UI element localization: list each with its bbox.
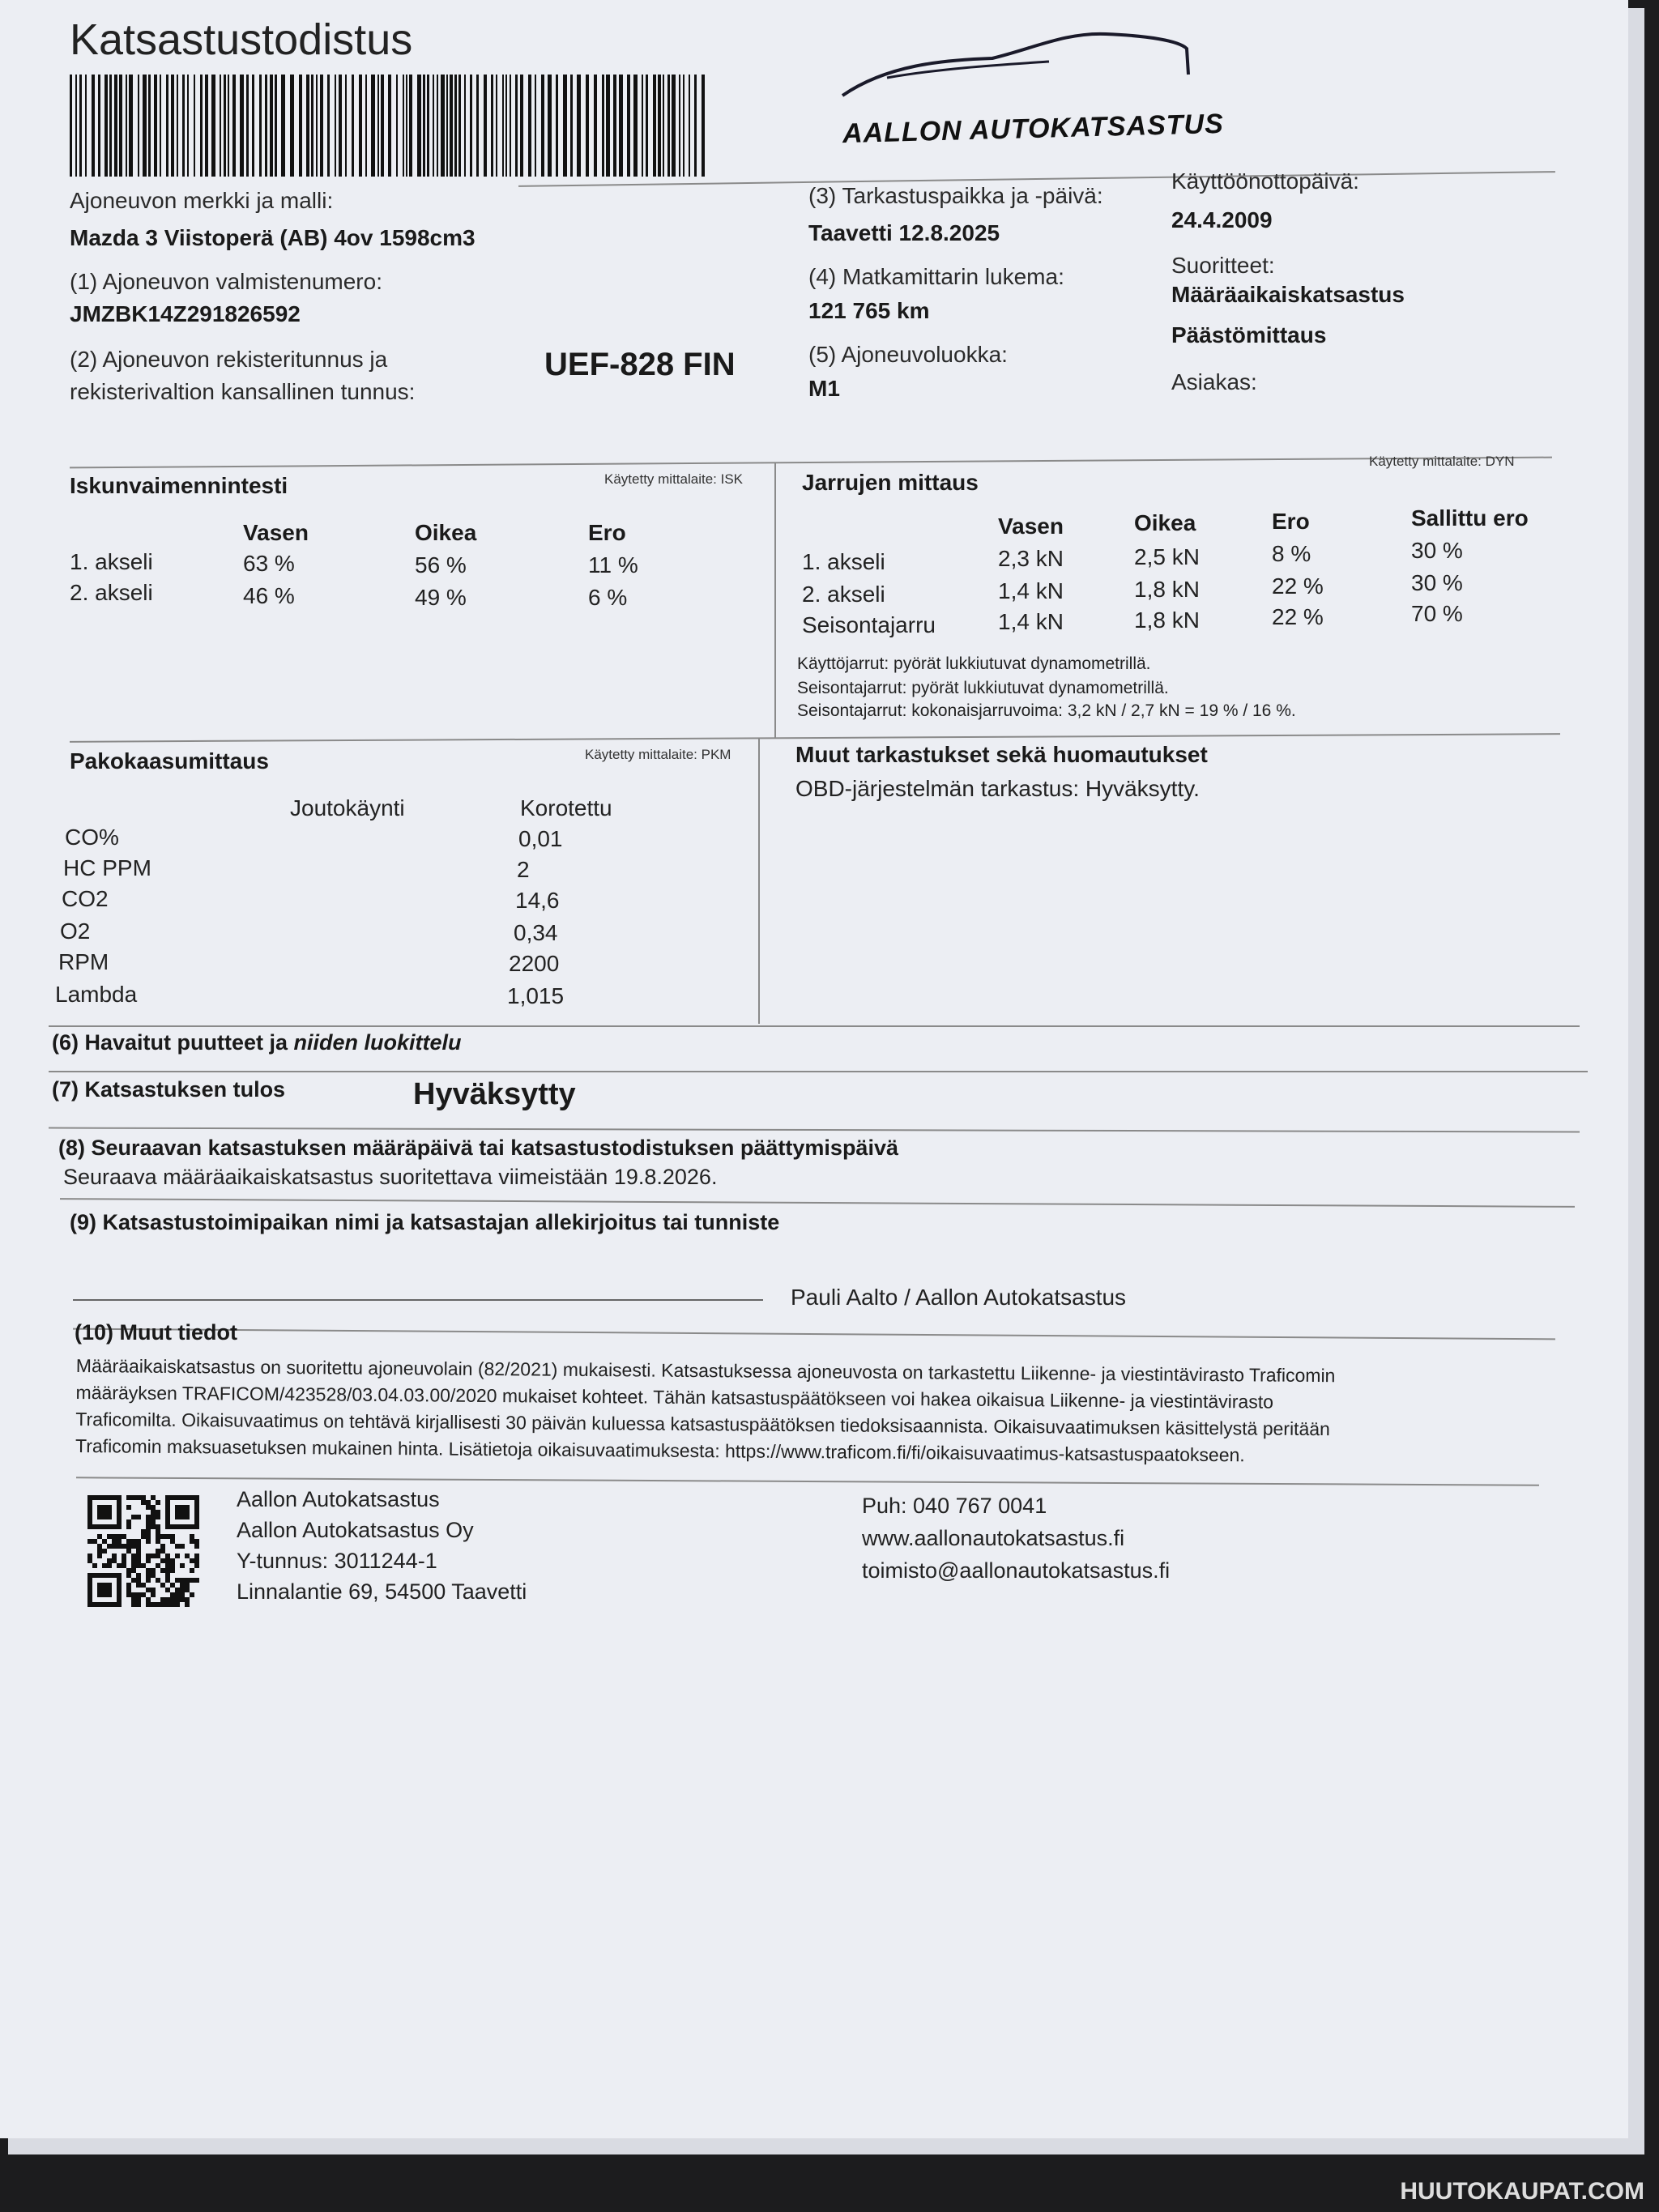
business-id: Y-tunnus: 3011244-1: [237, 1549, 437, 1573]
divider: [758, 739, 760, 1024]
exhaust-row-value: 2200: [509, 951, 560, 976]
brake-row-name: Seisontajarru: [802, 612, 936, 637]
other-info-line: Määräaikaiskatsastus on suoritettu ajoneuvolain (82/2021) mukaisesti. Katsastuksessa ajoneuvosta on tarkastettu Liikenne- ja viestintävirasto Traficomin: [75, 1354, 1336, 1387]
vin-label: (1) Ajoneuvon valmistenumero:: [70, 269, 382, 294]
qr-code: [87, 1495, 199, 1607]
shock-test-title: Iskunvaimennintesti: [70, 473, 288, 498]
place-label: (3) Tarkastuspaikka ja -päivä:: [808, 183, 1103, 208]
make-value: Mazda 3 Viistoperä (AB) 4ov 1598cm3: [70, 225, 476, 250]
other-checks-title: Muut tarkastukset sekä huomautukset: [795, 742, 1208, 767]
brake-row-value: 30 %: [1411, 538, 1463, 563]
exhaust-row-name: HC PPM: [63, 855, 151, 880]
shock-row-value: 11 %: [588, 552, 638, 578]
intro-date-value: 24.4.2009: [1171, 207, 1273, 232]
signature-label: (9) Katsastustoimipaikan nimi ja katsastajan allekirjoitus tai tunniste: [70, 1210, 780, 1234]
divider: [76, 1477, 1539, 1485]
registration-number: UEF-828 FIN: [544, 347, 736, 382]
place-value: Taavetti 12.8.2025: [808, 220, 1000, 245]
brake-row-name: 2. akseli: [802, 582, 885, 607]
exhaust-device: Käytetty mittalaite: PKM: [585, 747, 731, 762]
other-info-line: Traficomin maksuasetuksen mukainen hinta. Lisätietoja oikaisuvaatimuksesta: https://www.traficom.fi/fi/oikaisuvaatimus-katsastuspaatokseen.: [75, 1434, 1245, 1466]
exhaust-row-value: 0,01: [518, 826, 563, 851]
exhaust-row-name: CO2: [62, 886, 109, 911]
performance-item: Päästömittaus: [1171, 322, 1327, 347]
brake-col-header: Vasen: [998, 514, 1064, 539]
next-inspection-text: Seuraava määräaikaiskatsastus suoritettava viimeistään 19.8.2026.: [63, 1165, 718, 1189]
shock-row-value: 46 %: [243, 583, 295, 608]
brake-row-value: 1,4 kN: [998, 609, 1064, 634]
company-legal-name: Aallon Autokatsastus Oy: [237, 1518, 474, 1542]
result-label: (7) Katsastuksen tulos: [52, 1077, 286, 1102]
vin-value: JMZBK14Z291826592: [70, 301, 301, 326]
brake-row-value: 22 %: [1272, 573, 1324, 599]
brake-row-value: 1,4 kN: [998, 578, 1064, 603]
shock-col-header: Ero: [588, 520, 626, 545]
other-info-line: määräyksen TRAFICOM/423528/03.04.03.00/2020 mukaiset kohteet. Tähän katsastuspäätökseen voi hakea oikaisua Liikenne- ja viestintävirasto: [75, 1381, 1274, 1413]
brake-row-value: 1,8 kN: [1134, 607, 1200, 633]
brake-note: Seisontajarrut: kokonaisjarruvoima: 3,2 kN / 2,7 kN = 19 % / 16 %.: [797, 701, 1296, 720]
watermark: HUUTOKAUPAT.COM: [1400, 2178, 1644, 2205]
divider: [49, 1127, 1580, 1133]
shock-col-header: Vasen: [243, 520, 309, 545]
exhaust-row-value: 14,6: [515, 888, 560, 913]
exhaust-col-header: Joutokäynti: [290, 795, 405, 820]
shock-row-name: 1. akseli: [70, 549, 153, 574]
other-info-text: [75, 1353, 1550, 1471]
phone: Puh: 040 767 0041: [862, 1494, 1047, 1518]
odometer-value: 121 765 km: [808, 298, 930, 323]
divider: [70, 457, 1552, 469]
brake-test-title: Jarrujen mittaus: [802, 470, 979, 495]
divider: [73, 1328, 1555, 1340]
email-link[interactable]: toimisto@aallonautokatsastus.fi: [862, 1558, 1171, 1583]
brake-col-header: Sallittu ero: [1411, 505, 1529, 531]
document-title: Katsastustodistus: [70, 15, 413, 64]
brand-name: AALLON AUTOKATSASTUS: [842, 108, 1225, 150]
other-checks-text: OBD-järjestelmän tarkastus: Hyväksytty.: [795, 776, 1200, 801]
shock-row-value: 6 %: [588, 585, 628, 610]
defects-title: (6) Havaitut puutteet ja niiden luokittelu: [52, 1030, 462, 1055]
brake-device: Käytetty mittalaite: DYN: [1369, 454, 1515, 469]
performance-item: Määräaikaiskatsastus: [1171, 282, 1405, 307]
reg-label: (2) Ajoneuvon rekisteritunnus ja: [70, 347, 388, 372]
class-value: M1: [808, 376, 840, 401]
exhaust-row-name: CO%: [65, 825, 119, 850]
brake-row-value: 8 %: [1272, 541, 1311, 566]
website-link[interactable]: www.aallonautokatsastus.fi: [862, 1526, 1125, 1550]
brake-row-value: 2,5 kN: [1134, 544, 1200, 569]
other-info-label: (10) Muut tiedot: [75, 1320, 237, 1345]
divider: [49, 1071, 1588, 1072]
brake-note: Käyttöjarrut: pyörät lukkiutuvat dynamometrillä.: [797, 654, 1151, 673]
shock-row-value: 56 %: [415, 552, 467, 578]
car-logo-icon: [838, 24, 1195, 105]
shock-row-value: 49 %: [415, 585, 467, 610]
reg-label: rekisterivaltion kansallinen tunnus:: [70, 379, 416, 404]
divider: [774, 463, 776, 739]
barcode: [70, 75, 711, 177]
make-label: Ajoneuvon merkki ja malli:: [70, 188, 334, 213]
odometer-label: (4) Matkamittarin lukema:: [808, 264, 1064, 289]
other-info-line: Traficomilta. Oikaisuvaatimus on tehtävä kirjallisesti 30 päivän kuluessa katsastuspäätöksen tiedoksisaannista. Oikaisuvaatimuksen käsittelystä peritään: [75, 1408, 1330, 1440]
exhaust-row-name: RPM: [58, 949, 109, 974]
brake-col-header: Oikea: [1134, 510, 1196, 535]
address: Linnalantie 69, 54500 Taavetti: [237, 1579, 527, 1604]
brake-row-value: 22 %: [1272, 604, 1324, 629]
intro-date-label: Käyttöönottopäivä:: [1171, 168, 1359, 194]
shock-col-header: Oikea: [415, 520, 477, 545]
brake-row-value: 1,8 kN: [1134, 577, 1200, 602]
shock-row-name: 2. akseli: [70, 580, 153, 605]
next-inspection-label: (8) Seuraavan katsastuksen määräpäivä tai katsastustodistuksen päättymispäivä: [58, 1136, 898, 1160]
exhaust-row-name: O2: [60, 918, 91, 944]
brake-note: Seisontajarrut: pyörät lukkiutuvat dynamometrillä.: [797, 679, 1169, 697]
exhaust-row-value: 2: [517, 857, 530, 882]
exhaust-row-value: 0,34: [514, 920, 558, 945]
result-value: Hyväksytty: [413, 1077, 576, 1111]
performances-label: Suoritteet:: [1171, 253, 1275, 278]
divider: [49, 1025, 1580, 1027]
company-name: Aallon Autokatsastus: [237, 1487, 440, 1511]
brake-row-value: 30 %: [1411, 570, 1463, 595]
brake-row-value: 70 %: [1411, 601, 1463, 626]
exhaust-row-name: Lambda: [55, 982, 138, 1007]
signature-line: [73, 1299, 763, 1301]
brake-row-value: 2,3 kN: [998, 546, 1064, 571]
brake-col-header: Ero: [1272, 509, 1310, 534]
shock-row-value: 63 %: [243, 551, 295, 576]
class-label: (5) Ajoneuvoluokka:: [808, 342, 1008, 367]
divider: [60, 1198, 1575, 1208]
exhaust-row-value: 1,015: [507, 983, 565, 1008]
shock-device: Käytetty mittalaite: ISK: [604, 471, 744, 487]
exhaust-title: Pakokaasumittaus: [70, 748, 269, 774]
customer-label: Asiakas:: [1171, 369, 1257, 394]
signature-value: Pauli Aalto / Aallon Autokatsastus: [791, 1285, 1127, 1310]
brake-row-name: 1. akseli: [802, 549, 885, 574]
exhaust-col-header: Korotettu: [520, 795, 612, 820]
